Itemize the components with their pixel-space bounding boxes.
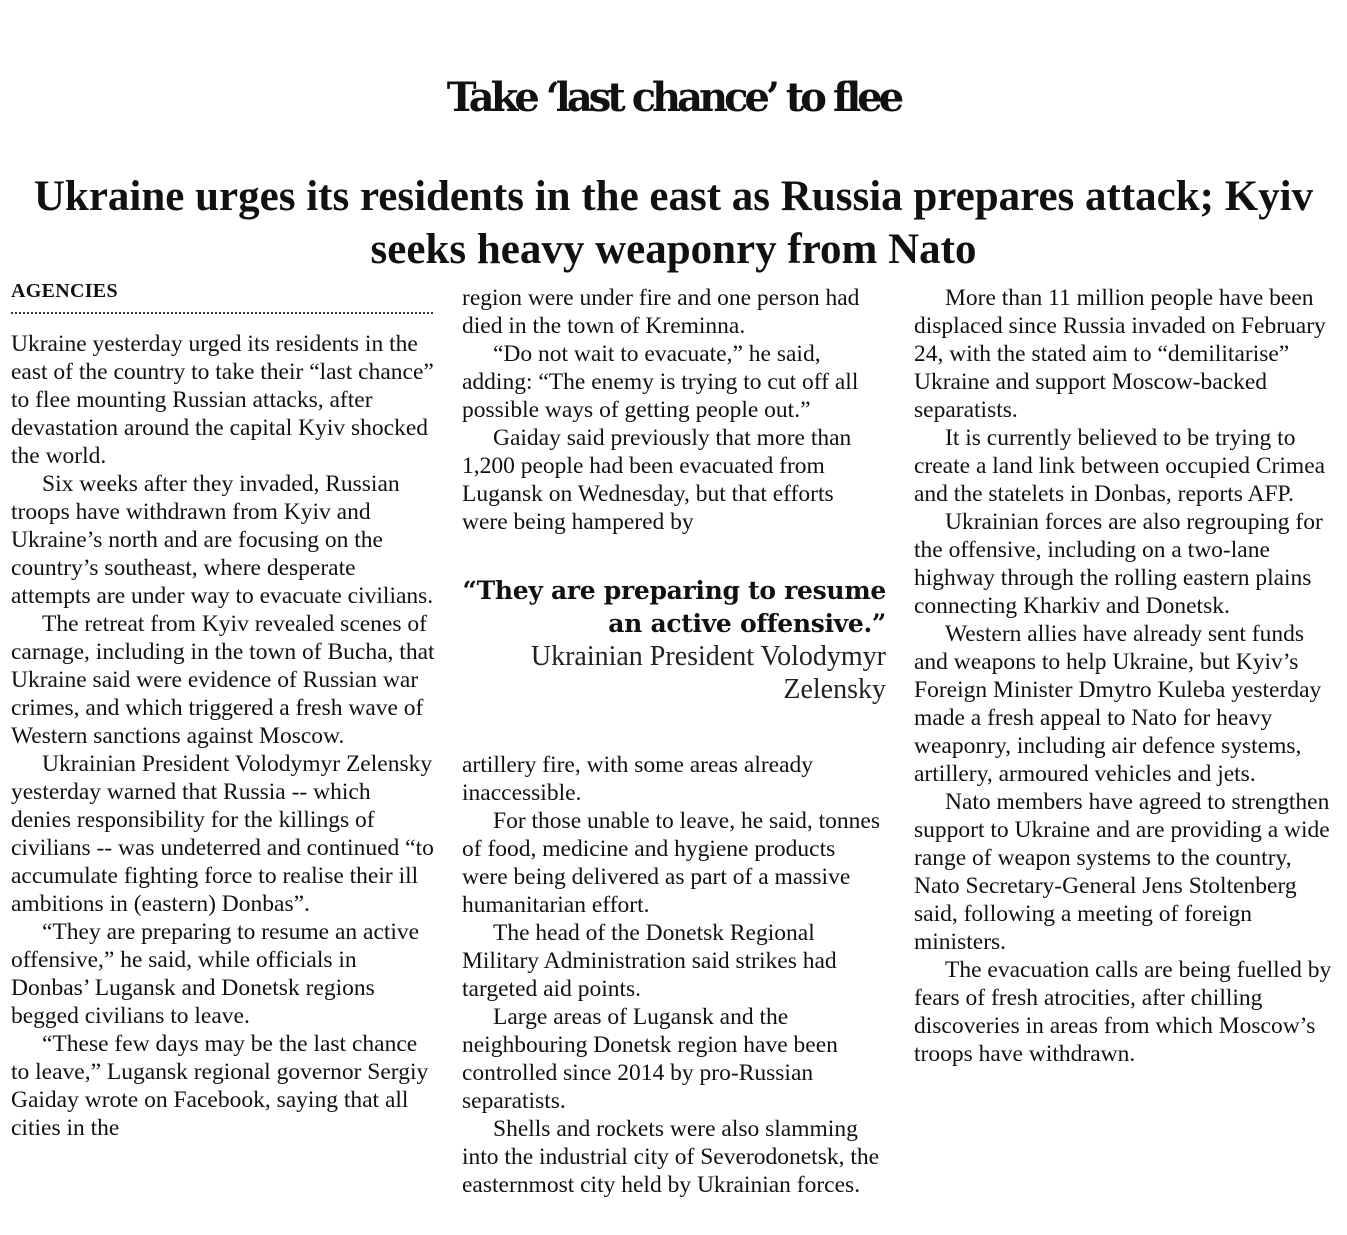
paragraph: “They are preparing to resume an active offensive,” he said, while officials in Donbas’ Lugansk and Donetsk regions begged civilians to leave. [11, 919, 420, 1029]
paragraph: The retreat from Kyiv revealed scenes of carnage, including in the town of Bucha, that Ukraine said were evidence of Russian war crimes, and which triggered a fresh wave of Western sanctions against Moscow. [11, 611, 435, 749]
paragraph: “These few days may be the last chance to leave,” Lugansk regional governor Sergiy Gaiday wrote on Facebook, saying that all cities in the [11, 1031, 429, 1141]
article-column-2-bottom [462, 751, 880, 1199]
headline: Take ‘last chance’ to flee [446, 74, 901, 121]
paragraph: artillery fire, with some areas already inaccessible. [462, 752, 814, 806]
paragraph: “Do not wait to evacuate,” he said, adding: “The enemy is trying to cut off all possible ways of getting people out.” [462, 341, 859, 423]
paragraph: Six weeks after they invaded, Russian troops have withdrawn from Kyiv and Ukraine’s north and are focusing on the country’s southeast, where desperate attempts are under way to evacuate civilians. [11, 471, 434, 609]
paragraph: Ukrainian President Volodymyr Zelensky yesterday warned that Russia -- which denies responsibility for the killings of civilians -- was undeterred and continued “to accumulate fighting force to realise their ill ambitions in (eastern) Donbas”. [11, 751, 434, 917]
article-column-1 [11, 330, 435, 1142]
paragraph: Western allies have already sent funds and weapons to help Ukraine, but Kyiv’s Foreign Minister Dmytro Kuleba yesterday made a fresh appeal to Nato for heavy weaponry, including air defence systems, artillery, armoured vehicles and jets. [914, 621, 1322, 787]
paragraph: The head of the Donetsk Regional Military Administration said strikes had targeted aid points. [462, 920, 837, 1002]
paragraph: It is currently believed to be trying to create a land link between occupied Crimea and the statelets in Donbas, reports AFP. [914, 425, 1326, 507]
paragraph: The evacuation calls are being fuelled by fears of fresh atrocities, after chilling discoveries in areas from which Moscow’s troops have withdrawn. [914, 957, 1332, 1067]
paragraph: Large areas of Lugansk and the neighbouring Donetsk region have been controlled since 2014 by pro-Russian separatists. [462, 1004, 838, 1114]
paragraph: region were under fire and one person had died in the town of Kreminna. [462, 285, 860, 339]
pull-quote [462, 574, 886, 706]
article-column-2-top [462, 284, 880, 536]
byline: AGENCIES [11, 280, 118, 302]
pull-quote-text: “They are preparing to resume an active offensive.” [462, 576, 886, 638]
paragraph: Nato members have agreed to strengthen support to Ukraine and are providing a wide range of weapon systems to the country, Nato Secretary-General Jens Stoltenberg said, following a meeting of foreign ministers. [914, 789, 1330, 955]
paragraph: Gaiday said previously that more than 1,200 people had been evacuated from Lugansk on Wednesday, but that efforts were being hampered by [462, 425, 852, 535]
byline-divider [11, 312, 433, 314]
paragraph: Ukraine yesterday urged its residents in the east of the country to take their “last chance” to flee mounting Russian attacks, after devastation around the capital Kyiv shocked the world. [11, 331, 434, 469]
article-column-3 [914, 284, 1334, 1068]
pull-quote-attribution: Ukrainian President Volodymyr Zelensky [530, 641, 886, 705]
paragraph: Ukrainian forces are also regrouping for the offensive, including on a two-lane highway through the rolling eastern plains connecting Kharkiv and Donetsk. [914, 509, 1323, 619]
paragraph: For those unable to leave, he said, tonnes of food, medicine and hygiene products were being delivered as part of a massive humanitarian effort. [462, 808, 881, 918]
paragraph: Shells and rockets were also slamming into the industrial city of Severodonetsk, the easternmost city held by Ukrainian forces. [462, 1116, 880, 1198]
paragraph: More than 11 million people have been displaced since Russia invaded on February 24, with the stated aim to “demilitarise” Ukraine and support Moscow-backed separatists. [914, 285, 1326, 423]
subheadline: Ukraine urges its residents in the east as Russia prepares attack; Kyiv seeks heavy weaponry from Nato [33, 173, 1314, 273]
